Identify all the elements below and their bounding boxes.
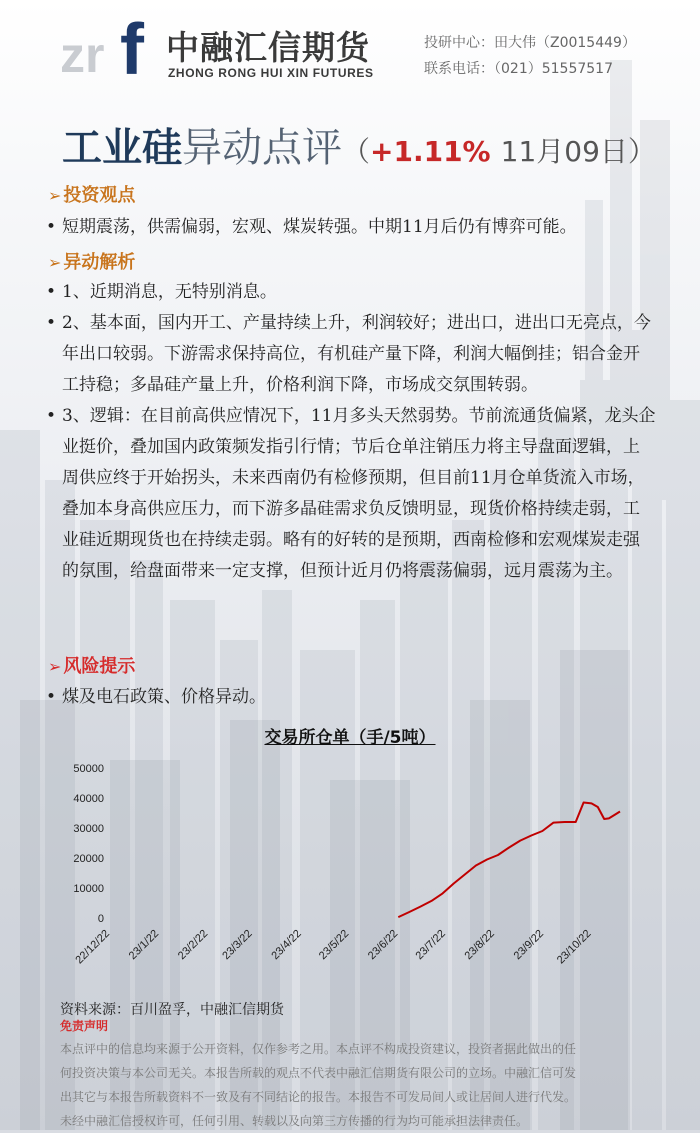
contact-info [424, 30, 636, 82]
bullet-dot: • [46, 217, 57, 237]
disclaimer-line: 何投资决策与本公司无关。本报告所载的观点不代表中融汇信期货有限公司的立场。中融汇信可发 [60, 1066, 577, 1080]
arrow-icon: ➢ [48, 186, 62, 205]
disclaimer-line: 本点评中的信息均来源于公开资料，仅作参考之用。本点评不构成投资建议，投资者据此做出的任 [60, 1042, 577, 1056]
view-bullets [46, 212, 656, 243]
x-tick-label: 23/1/22 [126, 927, 162, 963]
arrow-icon: ➢ [48, 253, 62, 272]
section-heading-analysis [48, 248, 135, 274]
list-item [46, 277, 656, 308]
arrow-icon: ➢ [48, 657, 62, 676]
section-heading-view [48, 181, 135, 207]
svg-text:zr: zr [60, 27, 105, 80]
disclaimer-title: 免责声明 [60, 1019, 109, 1033]
research-center-line: 投研中心：田大伟（Z0015449） [424, 35, 636, 51]
section-heading-risk [48, 652, 135, 678]
title-date: 11月09日 [500, 135, 628, 168]
disclaimer-line: 出其它与本报告所载资料不一致及有不同结论的报告。本报告不可发局间人或让居间人进行代发。 [60, 1090, 577, 1104]
bullet-text: 煤及电石政策、价格异动。 [62, 687, 266, 707]
data-source: 资料来源：百川盈孚，中融汇信期货 [60, 1002, 284, 1018]
list-item [46, 682, 656, 713]
risk-bullets [46, 682, 656, 713]
bullet-dot: • [46, 687, 57, 707]
x-tick-label: 23/6/22 [365, 927, 401, 963]
x-tick-label: 23/4/22 [269, 927, 304, 963]
bullet-text: 1、近期消息，无特别消息。 [62, 282, 277, 302]
y-tick-label: 50000 [73, 763, 104, 775]
phone-line: 联系电话：（021）51557517 [424, 61, 613, 77]
y-tick-label: 40000 [73, 793, 104, 805]
disclaimer-line: 未经中融汇信授权许可，任何引用、转载以及向第三方传播的行为均可能承担法律责任。 [60, 1114, 529, 1128]
company-logo [60, 12, 380, 82]
disclaimer-text [60, 1037, 640, 1133]
y-tick-label: 30000 [73, 823, 104, 835]
bullet-text: 3、逻辑：在目前高供应情况下，11月多头天然弱势。节前流通货偏紧，龙头企业挺价，叠加国内政策频发指引行情；节后仓单注销压力将主导盘面逻辑，上周供应终于开始拐头，未来西南仍有检修预期，但目前11月仓单货流入市场，叠加本身高供应压力，而下游多晶硅需求负反馈明显，现货价格持续走弱，工业硅近期现货也在持续走弱。略有的好转的是预期，西南检修和宏观煤炭走强的氛围，给盘面带来一定支撑，但预计近月仍将震荡偏弱，远月震荡为主。 [62, 406, 656, 581]
chart-title-text: 交易所仓单（手/5吨） [264, 728, 436, 748]
company-name-en: ZHONG RONG HUI XIN FUTURES [168, 66, 374, 80]
bullet-dot: • [46, 282, 57, 302]
section-heading-label: 风险提示 [63, 656, 136, 677]
bullet-dot: • [46, 313, 57, 333]
section-heading-label: 投资观点 [63, 185, 136, 206]
list-item [46, 308, 656, 401]
bullet-text: 2、基本面，国内开工、产量持续上升，利润较好；进出口，进出口无亮点，今年出口较弱。下游需求保持高位，有机硅产量下降，利润大幅倒挂；铝合金开工持稳；多晶硅产量上升，价格利润下降，市场成交氛围转弱。 [62, 313, 651, 395]
report-title [62, 116, 656, 173]
x-tick-label: 23/9/22 [511, 927, 547, 963]
section-heading-label: 异动解析 [63, 252, 136, 273]
x-tick-label: 22/12/22 [73, 927, 113, 967]
warehouse-receipt-chart [40, 718, 660, 988]
svg-text:f: f [120, 12, 144, 80]
x-tick-label: 23/2/22 [175, 927, 211, 963]
bullet-text: 短期震荡，供需偏弱，宏观、煤炭转强。中期11月后仍有博弈可能。 [62, 217, 577, 237]
y-tick-label: 20000 [73, 853, 104, 865]
x-tick-label: 23/5/22 [316, 927, 352, 963]
chart-plot [40, 718, 660, 988]
title-paren-close: ） [627, 135, 656, 168]
y-tick-label: 10000 [73, 883, 104, 895]
y-tick-label: 0 [97, 913, 104, 925]
bullet-dot: • [46, 406, 57, 426]
title-type: 异动点评 [182, 125, 342, 171]
zrf-logo-icon [60, 12, 160, 80]
title-change: +1.11% [370, 135, 491, 168]
title-paren-open: （ [342, 135, 371, 168]
title-commodity: 工业硅 [62, 125, 182, 171]
series-line [398, 803, 620, 918]
x-tick-label: 23/10/22 [554, 927, 594, 967]
analysis-bullets [46, 277, 656, 587]
x-tick-label: 23/8/22 [462, 927, 497, 963]
x-tick-label: 23/7/22 [413, 927, 448, 963]
x-tick-label: 23/3/22 [220, 927, 255, 963]
list-item [46, 401, 656, 587]
company-name-cn: 中融汇信期货 [166, 28, 370, 67]
list-item [46, 212, 656, 243]
